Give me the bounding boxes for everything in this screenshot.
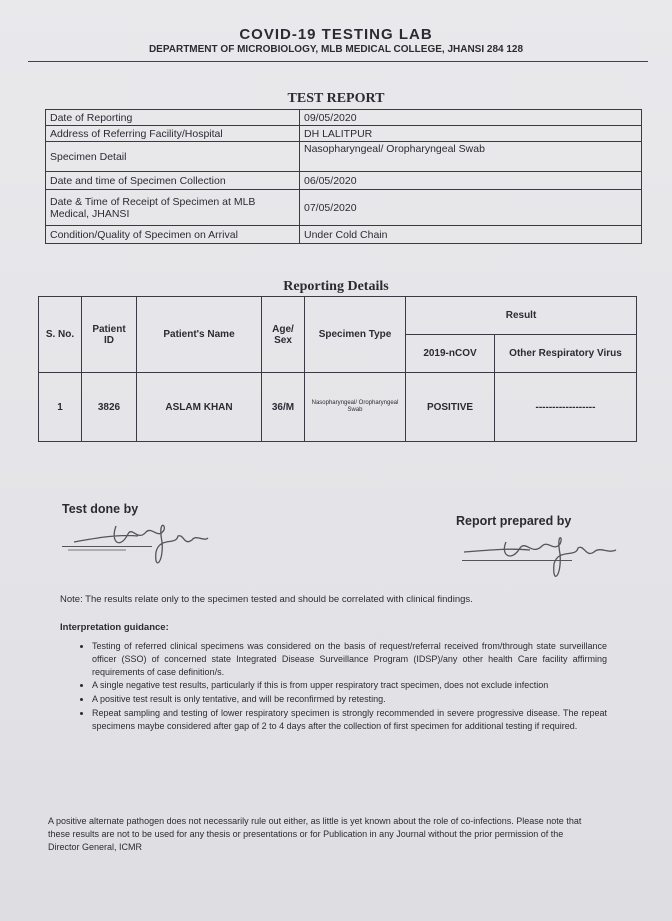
test-done-line: [62, 546, 152, 547]
col-specimen-type: Specimen Type: [305, 297, 406, 373]
cell-patient-name: ASLAM KHAN: [137, 373, 262, 442]
table-row: [39, 373, 637, 442]
closing-disclaimer: A positive alternate pathogen does not necessarily rule out either, as little is yet known about the role of co-infections. Please note that these results are not to be used for any thesis or presentations or for Publication in any Journal without the prior permission of the Director General, ICMR: [48, 816, 582, 853]
info-row: [46, 172, 642, 190]
list-item: • A positive test result is only tentative, and will be reconfirmed by retesting.: [92, 693, 607, 706]
info-label: Condition/Quality of Specimen on Arrival: [46, 226, 300, 244]
info-label: Specimen Detail: [46, 142, 300, 172]
cell-other-virus-result: ------------------: [495, 373, 637, 442]
col-patient-name: Patient's Name: [137, 297, 262, 373]
info-row: [46, 142, 642, 172]
report-prepared-signature: [460, 524, 630, 590]
info-value: Nasopharyngeal/ Oropharyngeal Swab: [300, 142, 642, 172]
col-2019-ncov: 2019-nCOV: [406, 335, 495, 373]
info-value: Under Cold Chain: [300, 226, 642, 244]
cell-ncov-result: POSITIVE: [406, 373, 495, 442]
report-prepared-by-label: Report prepared by: [456, 514, 572, 528]
test-done-by-label: Test done by: [62, 502, 139, 516]
info-label: Date and time of Specimen Collection: [46, 172, 300, 190]
reporting-details-title: Reporting Details: [283, 279, 389, 294]
info-value: DH LALITPUR: [300, 126, 642, 142]
lab-title: COVID-19 TESTING LAB: [239, 26, 433, 43]
list-item: • Testing of referred clinical specimens was considered on the basis of request/referral received from/through state surveillance officer (SSO) of concerned state Integrated Disease Surveillance Program (IDSP)/any other health Care facility affirming requirements of case definition/s.: [92, 640, 607, 678]
col-patient-id: Patient ID: [82, 297, 137, 373]
info-label: Address of Referring Facility/Hospital: [46, 126, 300, 142]
info-value: 07/05/2020: [300, 190, 642, 226]
department-line: DEPARTMENT OF MICROBIOLOGY, MLB MEDICAL COLLEGE, JHANSI 284 128: [148, 44, 524, 55]
header-divider: [28, 61, 648, 62]
col-age-sex: Age/ Sex: [262, 297, 305, 373]
info-label: Date of Reporting: [46, 110, 300, 126]
col-other-virus: Other Respiratory Virus: [495, 335, 637, 373]
reporting-details-table: [38, 296, 637, 442]
specimen-info-table: [45, 109, 642, 244]
test-done-signature: [66, 512, 216, 578]
header-row: [39, 297, 637, 335]
info-value: 06/05/2020: [300, 172, 642, 190]
cell-sno: 1: [39, 373, 82, 442]
list-item: • A single negative test results, particularly if this is from upper respiratory tract specimen, does not exclude infection: [92, 679, 607, 692]
report-prepared-line: [462, 560, 572, 561]
report-title: TEST REPORT: [287, 91, 385, 106]
cell-patient-id: 3826: [82, 373, 137, 442]
interpretation-heading: Interpretation guidance:: [60, 622, 169, 633]
info-row: [46, 190, 642, 226]
col-result: Result: [406, 297, 637, 335]
note-text: Note: The results relate only to the specimen tested and should be correlated with clinical findings.: [60, 594, 473, 605]
info-row: [46, 226, 642, 244]
info-row: [46, 126, 642, 142]
list-item: • Repeat sampling and testing of lower respiratory specimen is strongly recommended in severe progressive disease. The repeat specimens maybe considered after gap of 2 to 4 days after the collection of first specimen for additional testing if required.: [92, 707, 607, 733]
guidance-list: [78, 640, 607, 733]
cell-age-sex: 36/M: [262, 373, 305, 442]
col-sno: S. No.: [39, 297, 82, 373]
info-value: 09/05/2020: [300, 110, 642, 126]
info-row: [46, 110, 642, 126]
info-label: Date & Time of Receipt of Specimen at MLB Medical, JHANSI: [46, 190, 300, 226]
cell-specimen-type: Nasopharyngeal/ Oropharyngeal Swab: [305, 373, 406, 442]
